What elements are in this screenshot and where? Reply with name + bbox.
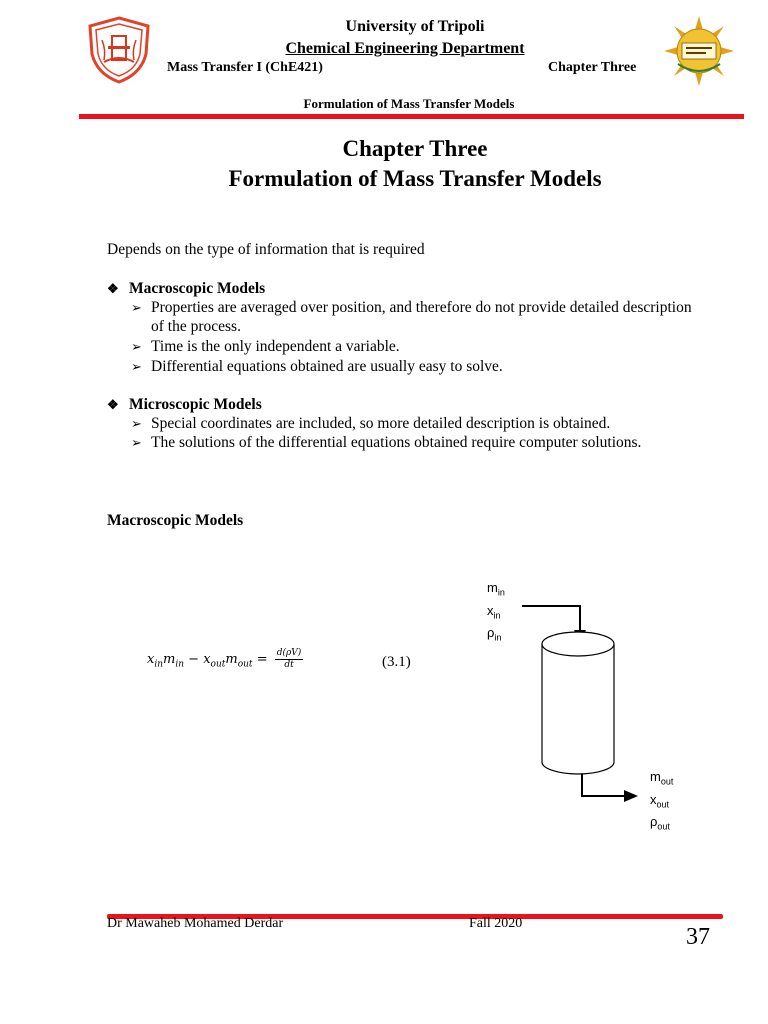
macroscopic-models-heading: Macroscopic Models [107,512,244,529]
course-code: Mass Transfer I (ChE421) [167,60,323,75]
list-item-text: The solutions of the differential equations obtained require computer solutions. [151,434,642,451]
diamond-bullet-icon: ❖ [107,281,119,296]
section-heading-microscopic [107,396,262,414]
inlet-density: $\rho_{in}$ [487,625,502,643]
university-name: University of Tripoli [345,18,485,35]
outlet-mass-flow: $m_{out}$ [650,769,674,787]
diamond-bullet-icon: ❖ [107,397,119,412]
section-heading-label: Microscopic Models [129,396,262,413]
arrow-bullet-icon: ➢ [131,416,142,431]
footer-author: Dr Mawaheb Mohamed Derdar [107,916,284,931]
outlet-density: $\rho_{out}$ [650,814,670,832]
arrow-bullet-icon: ➢ [131,300,142,315]
list-item-continuation: of the process. [151,318,241,335]
arrow-bullet-icon: ➢ [131,339,142,354]
arrow-bullet-icon: ➢ [131,435,142,450]
list-item [131,358,503,376]
section-heading-label: Macroscopic Models [129,280,266,297]
header-divider [79,114,744,119]
equation-number: (3.1) [382,654,411,670]
department-name: Chemical Engineering Department [285,40,525,57]
inlet-labels [487,579,505,647]
arrow-bullet-icon: ➢ [131,359,142,374]
page-title-line1: Chapter Three [342,136,488,161]
list-item-text: Properties are averaged over position, and therefore do not provide detailed description [151,299,692,316]
inlet-mass-flow: $m_{in}$ [487,580,505,598]
footer-term: Fall 2020 [469,916,523,931]
section-heading-macroscopic [107,280,265,298]
list-item-text: Differential equations obtained are usually easy to solve. [151,358,503,375]
header-chapter: Chapter Three [548,60,637,75]
inlet-composition: $x_{in}$ [487,602,501,621]
list-item-text: Special coordinates are included, so more detailed description is obtained. [151,415,611,432]
list-item [131,434,641,452]
mass-balance-equation: $x_{in}m_{in} - x_{out}m_{out}$ = $\frac{d(\rho V)}{dt}$ [147,648,302,670]
page-number: 37 [686,924,710,950]
outlet-composition: $x_{out}$ [650,791,670,810]
list-item-text: Time is the only independent a variable. [151,338,400,355]
list-item [131,299,692,317]
list-item [131,415,610,433]
header-subtitle: Formulation of Mass Transfer Models [303,96,515,111]
derivative-fraction: $\frac{d(\rho V)}{dt}$ [276,648,302,670]
tank-diagram [520,600,650,810]
page-title-line2: Formulation of Mass Transfer Models [228,166,602,191]
list-item [131,338,400,356]
intro-text: Depends on the type of information that is required [107,241,425,258]
outlet-labels [650,768,673,836]
